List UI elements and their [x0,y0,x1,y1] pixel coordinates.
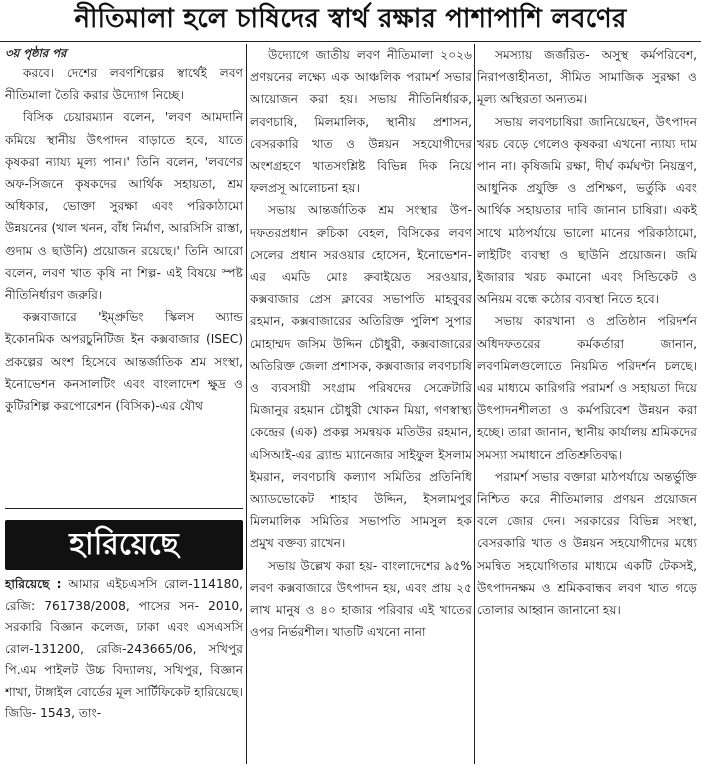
column-1-rule [5,508,243,509]
headline-rule [0,41,701,42]
lost-notice-label: হারিয়েছে : [5,577,62,591]
column-1 [5,44,243,544]
column-2-paragraph: সভায় উল্লেখ করা হয়- বাংলাদেশের ৯৫% লবণ কক্সবাজারে উৎপাদন হয়, এবং প্রায় ২৫ লাখ মানুষ ও ৪০ হাজার পরিবার এই খাতের ওপর নির্ভরশীল। খাতটি এখনো নানা [250,558,472,640]
column-1-paragraph: করবে। দেশের লবণশিল্পের স্বার্থেই লবণ নীতিমালা তৈরি করার উদ্যোগ নিচ্ছে। [5,66,243,103]
column-divider [474,44,475,764]
column-1-paragraph: কক্সবাজারে 'ইম্প্রুভিং স্কিলস অ্যান্ড ইকোনমিক অপরচুনিটিজ ইন কক্সবাজার (ISEC) প্রকল্পের অংশ হিসেবে আন্তর্জাতিক শ্রম সংস্থা, ইনোভেশন কনসালটিং এবং বাংলাদেশ ক্ষুদ্র ও কুটিরশিল্প করপোরেশন (বিসিক)-এর যৌথ [5,310,243,414]
column-3 [477,44,697,764]
lost-heading: হারিয়েছে [69,526,179,562]
column-3-paragraph: সমস্যায় জর্জরিত- অসুস্থ কর্মপরিবেশ, নিরাপত্তাহীনতা, সীমিত সামাজিক সুরক্ষা ও মূল্য অস্থিরতা অন্যতম। [477,48,697,107]
column-2-paragraph: উদ্যোগে জাতীয় লবণ নীতিমালা ২০২৬ প্রণয়নের লক্ষ্যে এক আঞ্চলিক পরামর্শ সভার আয়োজন করা হয়। সভায় নীতিনির্ধারক, লবণচাষি, মিলমালিক, স্থানীয় প্রশাসন, বেসরকারি খাত ও উন্নয়ন সহযোগীদের অংশগ্রহণে খাতসংশ্লিষ্ট বিভিন্ন দিক নিয়ে ফলপ্রসূ আলোচনা হয়। [250,48,472,196]
column-2 [250,44,472,764]
lost-notice-text: আমার এইচএসসি রোল-114180, রেজি: 761738/2008, পাসের সন- 2010, সরকারি বিজ্ঞান কলেজ, ঢাকা এবং এসএসসি রোল-131200, রেজি-243665/06, সখিপুর পি.এম পাইলট উচ্চ বিদ্যালয়, সখিপুর, বিজ্ঞান শাখা, টাঙ্গাইল বোর্ডের মূল সার্টিফিকেট হারিয়েছে। জিডি- 1543, তাং- [5,577,243,720]
column-3-paragraph: সভায় কারখানা ও প্রতিষ্ঠান পরিদর্শন অধিদফতরের কর্মকর্তারা জানান, লবণমিলগুলোতে নিয়মিত পরিদর্শন চলছে। এর মাধ্যমে কারিগরি পরামর্শ ও সহায়তা দিয়ে উৎপাদনশীলতা ও কর্মপরিবেশ উন্নয়ন করা হচ্ছে। তারা জানান, স্থানীয় কার্যালয় শ্রমিকদের সমস্যা সমাধানে প্রতিশ্রুতিবদ্ধ। [477,314,697,462]
lost-heading-box [5,520,243,570]
column-1-paragraph: বিসিক চেয়ারম্যান বলেন, 'লবণ আমদানি কমিয়ে স্থানীয় উৎপাদন বাড়াতে হবে, যাতে কৃষকরা ন্যায্য মূল্য পান।' তিনি বলেন, 'লবণের অফ-সিজনে কৃষকদের আর্থিক সহায়তা, শ্রম অধিকার, ভোক্তা সুরক্ষা এবং পরিকাঠামো উন্নয়নের (খাল খনন, বাঁধ নির্মাণ, আরসিসি রাস্তা, গুদাম ও ছাউনি) প্রয়োজন রয়েছে।' তিনি আরো বলেন, লবণ খাত কৃষি না শিল্প- এই বিষয়ে স্পষ্ট নীতিনির্ধারণ জরুরি। [5,110,243,303]
column-divider [246,44,247,764]
column-3-paragraph: পরামর্শ সভার বক্তারা মাঠপর্যায়ে অন্তর্ভুক্তি নিশ্চিত করে নীতিমালার প্রণয়ন প্রয়োজন বলে জোর দেন। সরকারের বিভিন্ন সংস্থা, বেসরকারি খাত ও উন্নয়ন সহযোগীদের মধ্যে সমন্বিত সহযোগিতার মাধ্যমে একটি টেকসই, উৎপাদনক্ষম ও শ্রমিকবান্ধব লবণ খাত গড়ে তোলার আহ্বান জানানো হয়। [477,469,697,618]
headline: নীতিমালা হলে চাষিদের স্বার্থ রক্ষার পাশাপাশি লবণের [74,4,627,34]
column-2-paragraph: সভায় আন্তর্জাতিক শ্রম সংস্থার উপ-দফতরপ্রধান রুচিকা বেহল, বিসিকের লবণ সেলের প্রধান সরওয়ার হোসেন, ইনোভেশন-এর এমডি মোঃ রুবাইয়েত সরওয়ার, কক্সবাজার প্রেস ক্লাবের সভাপতি মাহবুবর রহমান, কক্সবাজারের অতিরিক্ত পুলিশ সুপার মোহাম্মদ জসিম উদ্দিন চৌধুরী, কক্সবাজারের অতিরিক্ত জেলা প্রশাসক, কক্সবাজার লবণচাষি ও ব্যবসায়ী সংগ্রাম পরিষদের সেক্রেটারি মিজানুর রহমান চৌধুরী খোকন মিয়া, গণস্বাস্থ্য কেন্দ্রের (এক) প্রকল্প সমন্বয়ক মতিউর রহমান, এসিআই-এর ব্র্যান্ড ম্যানেজার সাইফুল ইসলাম ইমরান, লবণচাষি কল্যাণ সমিতির প্রতিনিধি অ্যাডভোকেট শাহাব উদ্দিন, ইসলামপুর মিলমালিক সমিতির সভাপতি সামসুল হক প্রমুখ বক্তব্য রাখেন। [250,203,472,551]
continued-from: ৩য় পৃষ্ঠার পর [5,46,67,60]
lost-notice [5,574,243,764]
column-3-paragraph: সভায় লবণচাষিরা জানিয়েছেন, উৎপাদন খরচ বেড়ে গেলেও কৃষকরা এখনো ন্যায্য দাম পান না। কৃষিজমি রক্ষা, দীর্ঘ কর্মঘণ্টা নিয়ন্ত্রণ, আধুনিক প্রযুক্তি ও প্রশিক্ষণ, ভর্তুকি এবং আর্থিক সহায়তার দাবি জানান চাষিরা। একই সাথে মাঠপর্যায়ে ভালো মানের পরিকাঠামো, লাইটিং ব্যবস্থা ও ছাউনি প্রয়োজন। জমি ইজারার খরচ কমানো এবং সিন্ডিকেট ও অনিয়ম বন্ধে কঠোর ব্যবস্থা নিতে হবে। [477,114,697,307]
